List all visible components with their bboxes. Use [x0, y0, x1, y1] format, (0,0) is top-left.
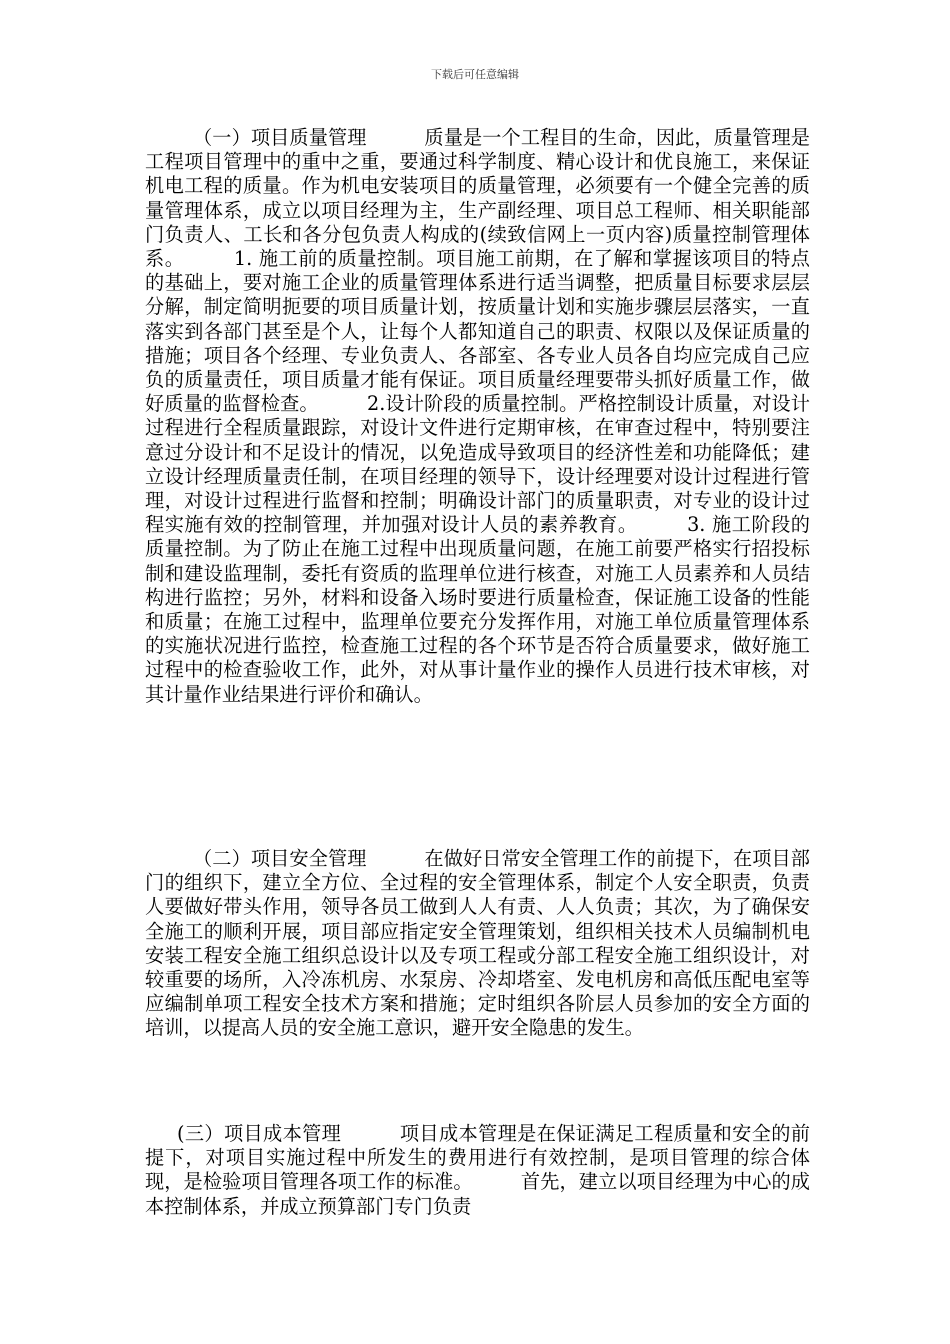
section-quality-management: [145, 126, 810, 707]
paragraph-safety: （二）项目安全管理 在做好日常安全管理工作的前提下，在项目部门的组织下，建立全方位、全过程的安全管理体系，制定个人安全职责，负责人要做好带头作用，领导各员工做到人人有责、人人负责；其次，为了确保安全施工的顺利开展，项目部应指定安全管理策划，组织相关技术人员编制机电安装工程安全施工组织总设计以及专项工程或分部工程安全施工组织设计，对较重要的场所，入冷冻机房、水泵房、冷却塔室、发电机房和高低压配电室等应编制单项工程安全技术方案和措施；定时组织各阶层人员参加的安全方面的培训，以提高人员的安全施工意识，避开安全隐患的发生。: [145, 847, 810, 1040]
section-safety-management: [145, 847, 810, 1041]
page-header-note: 下载后可任意编辑: [431, 68, 519, 81]
paragraph-quality: （一）项目质量管理 质量是一个工程目的生命，因此，质量管理是工程项目管理中的重中之重，要通过科学制度、精心设计和优良施工，来保证机电工程的质量。作为机电安装项目的质量管理，必须要有一个健全完善的质量管理体系，成立以项目经理为主，生产副经理、项目总工程师、相关职能部门负责人、工长和各分包负责人构成的(续致信网上一页内容)质量控制管理体系。 1. 施工前的质量控制。项目施工前期，在了解和掌握该项目的特点的基础上，要对施工企业的质量管理体系进行适当调整，把质量目标要求层层分解，制定简明扼要的项目质量计划，按质量计划和实施步骤层层落实，一直落实到各部门甚至是个人，让每个人都知道自己的职责、权限以及保证质量的措施；项目各个经理、专业负责人、各部室、各专业人员各自均应完成自己应负的质量责任，项目质量才能有保证。项目质量经理要带头抓好质量工作，做好质量的监督检查。 2.设计阶段的质量控制。严格控制设计质量，对设计过程进行全程质量跟踪，对设计文件进行定期审核，在审查过程中，特别要注意过分设计和不足设计的情况，以免造成导致项目的经济性差和功能降低；建立设计经理质量责任制，在项目经理的领导下，设计经理要对设计过程进行管理，对设计过程进行监督和控制；明确设计部门的质量职责，对专业的设计过程实施有效的控制管理，并加强对设计人员的素养教育。 3. 施工阶段的质量控制。为了防止在施工过程中出现质量问题，在施工前要严格实行招投标制和建设监理制，委托有资质的监理单位进行核查，对施工人员素养和人员结构进行监控；另外，材料和设备入场时要进行质量检查，保证施工设备的性能和质量；在施工过程中，监理单位要充分发挥作用，对施工单位质量管理体系的实施状况进行监控，检查施工过程的各个环节是否符合质量要求，做好施工过程中的检查验收工作，此外，对从事计量作业的操作人员进行技术审核，对其计量作业结果进行评价和确认。: [145, 126, 810, 706]
section-cost-management: [145, 1122, 810, 1219]
paragraph-cost: (三）项目成本管理 项目成本管理是在保证满足工程质量和安全的前提下，对项目实施过程中所发生的费用进行有效控制，是项目管理的综合体现，是检验项目管理各项工作的标准。 首先，建立以项目经理为中心的成本控制体系，并成立预算部门专门负责: [145, 1122, 810, 1218]
